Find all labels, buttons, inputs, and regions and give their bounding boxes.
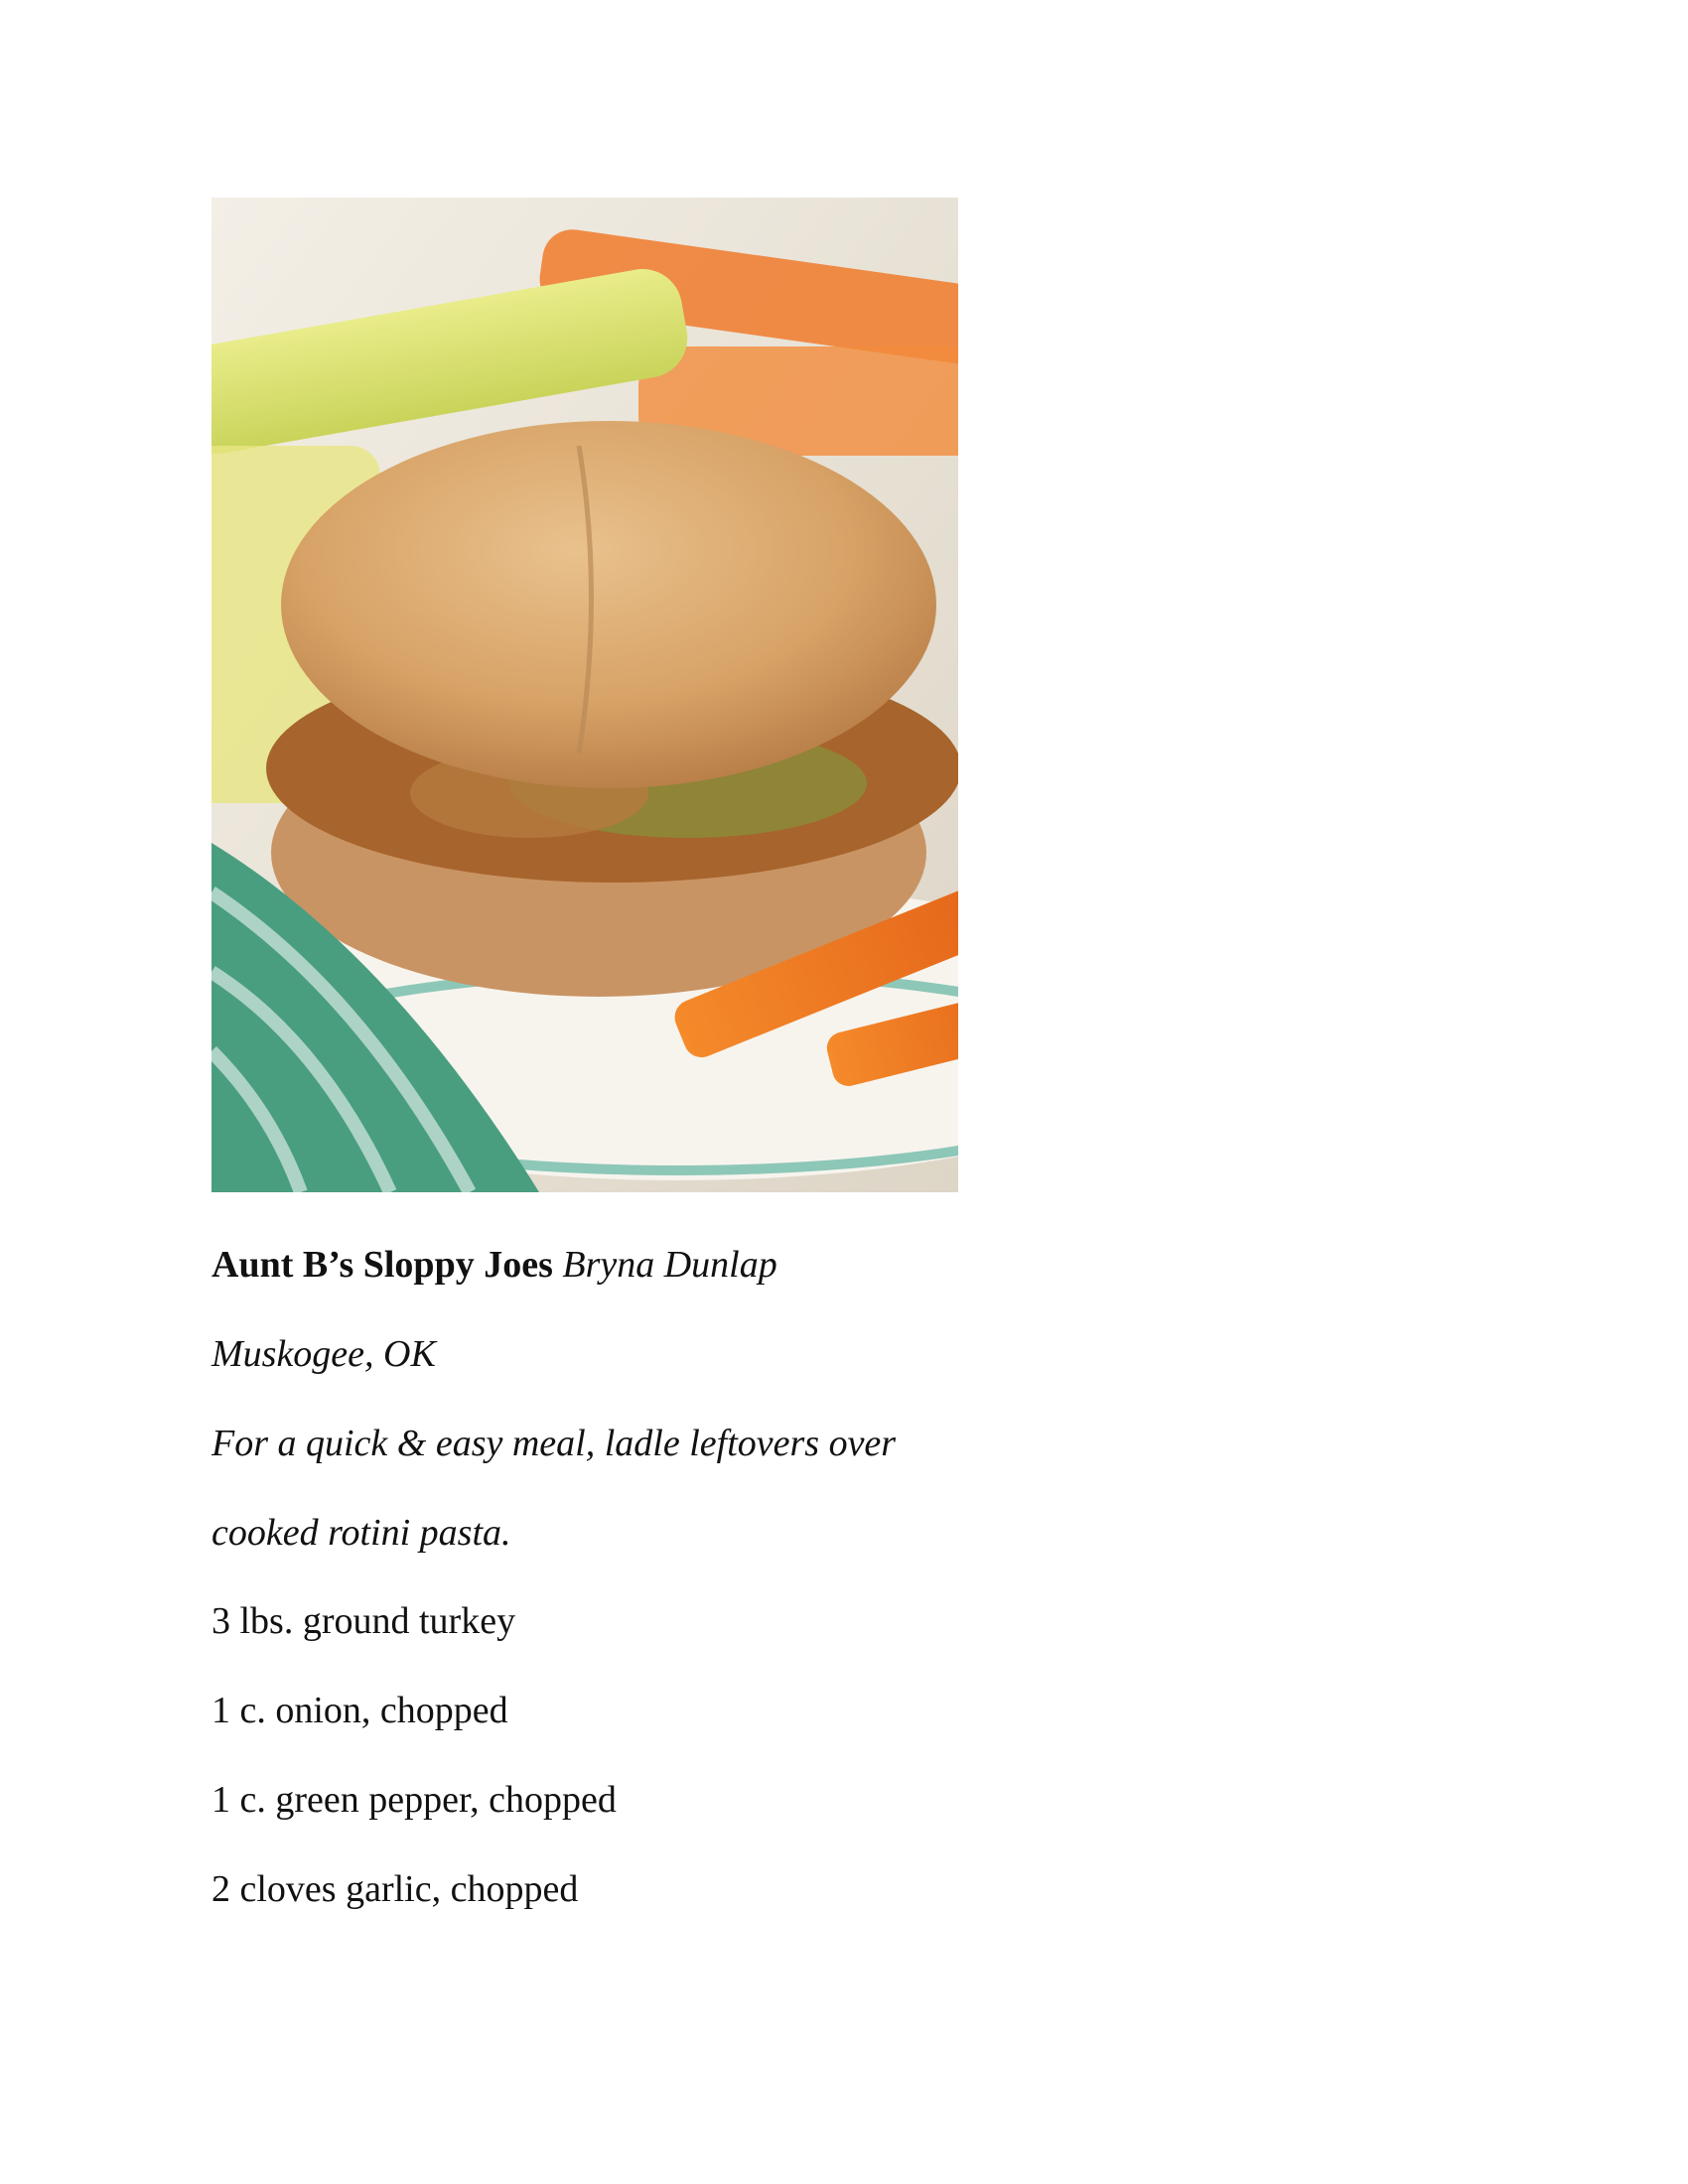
ingredient-item: 3 lbs. ground turkey [211, 1600, 516, 1642]
recipe-tip-line-1: For a quick & easy meal, ladle leftovers over [211, 1423, 897, 1464]
sloppy-joe-photo [211, 198, 958, 1192]
ingredient-item: 2 cloves garlic, chopped [211, 1868, 579, 1910]
ingredient-item: 1 c. onion, chopped [211, 1690, 508, 1731]
recipe-title: Aunt B’s Sloppy Joes [211, 1244, 553, 1286]
recipe-heading [211, 1242, 777, 1288]
recipe-location: Muskogee, OK [211, 1333, 436, 1375]
ingredient-item: 1 c. green pepper, chopped [211, 1779, 617, 1821]
recipe-tip-line-2: cooked rotini pasta. [211, 1512, 511, 1554]
recipe-author: Bryna Dunlap [562, 1244, 777, 1286]
